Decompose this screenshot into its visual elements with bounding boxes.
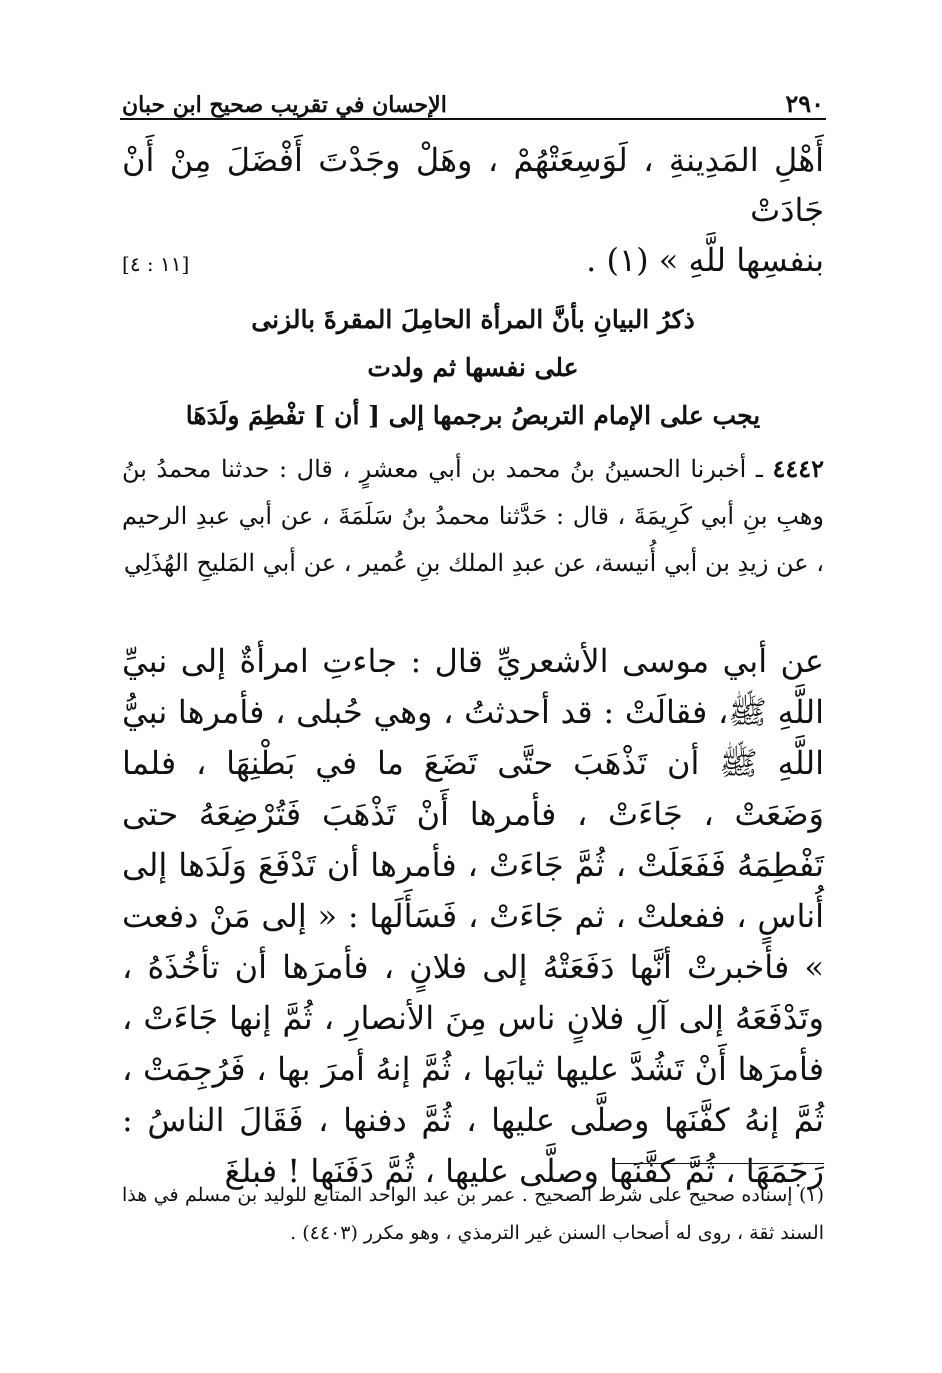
footnote: (١) إسناده صحيح على شرط الصحيح . عمر بن عبد الواحد المتابع للوليد بن مسلم في هذا السند ثقة ، روى له أصحاب السنن غير الترمذي ، وهو مكرر (٤٤٠٣) . xyxy=(122,1184,824,1244)
isnad-text: ـ أخبرنا الحسينُ بنُ محمد بن أبي معشرٍ ، قال : حدثنا محمدُ بنُ وهبِ بنِ أبي كَرِيمَةَ ، قال : حَدَّثنا محمدُ بنُ سَلَمَةَ ، عن أبي عبدِ الرحيم ، عن زيدِ بن أبي أُنيسة، عن عبدِ الملك بنِ عُمير ، عن أبي المَليحِ الهُذَلِي xyxy=(122,455,825,577)
running-header xyxy=(122,78,824,118)
footnote-rule xyxy=(614,1163,824,1164)
continuation-text xyxy=(122,135,824,289)
chapter-heading-line-2: على نفسها ثم ولدت xyxy=(367,353,579,382)
chapter-heading-line-1: ذكرُ البيانِ بأنَّ المرأة الحامِلَ المقرةَ بالزنى xyxy=(251,305,695,334)
header-rule xyxy=(120,118,826,120)
hadith-isnad xyxy=(122,445,824,587)
chapter-heading xyxy=(122,296,824,440)
hadith-matn: عن أبي موسى الأشعريِّ قال : جاءتِ امرأةٌ إلى نبيِّ اللَّهِ ﷺ، فقالَتْ : قد أحدثتُ ، وهي حُبلى ، فأمرها نبيُّ اللَّهِ ﷺ أن تَذْهَبَ حتَّى تَضَعَ ما في بَطْنِهَا ، فلما وَضَعَتْ ، جَاءَتْ ، فأمرها أَنْ تَذْهَبَ فَتُرْضِعَهُ حتى تَفْطِمَهُ فَفَعَلَتْ ، ثُمَّ جَاءَتْ ، فأمرها أن تَدْفَعَ وَلَدَها إلى أُناسٍ ، ففعلتْ ، ثم جَاءَتْ ، فَسَأَلَها : « إلى مَنْ دفعت » فأخبرتْ أنَّها دَفَعَتْهُ إلى فلانٍ ، فأمرَها أن تأخُذَهُ ، وتَدْفَعَهُ إلى آلِ فلانٍ ناس مِنَ الأنصارِ ، ثُمَّ إنها جَاءَتْ ، فأمرَها أَنْ تَشُدَّ عليها ثيابَها ، ثُمَّ إنهُ أمرَ بها ، فَرُجِمَتْ ، ثُمَّ إنهُ كفَّنَها وصلَّى عليها ، ثُمَّ دفنها ، فَقَالَ الناسُ : رَجَمَهَا ، ثُمَّ كفَّنَها وصلَّى عليها ، ثُمَّ دَفَنَها ! فبلغَ xyxy=(122,642,825,1190)
chapter-heading-line-3: يجب على الإمام التربصُ برجمها إلى [ أن ] تفْطِمَ ولَدَهَا xyxy=(185,401,761,430)
continuation-line-2 xyxy=(122,235,824,289)
hadith-number: ٤٤٤٢ xyxy=(772,454,824,483)
reference-mark: [١١ : ٤] xyxy=(122,252,190,276)
page-number: ٢٩٠ xyxy=(785,89,824,118)
continuation-line-2-text: بنفسِها للَّهِ » (١) . xyxy=(586,241,824,279)
continuation-line-1: أَهْلِ المَدِينةِ ، لَوَسِعَتْهُمْ ، وهَلْ وجَدْتَ أَفْضَلَ مِنْ أَنْ جَادَتْ xyxy=(122,141,824,229)
book-title: الإحسان في تقريب صحيح ابن حبان xyxy=(122,92,447,118)
